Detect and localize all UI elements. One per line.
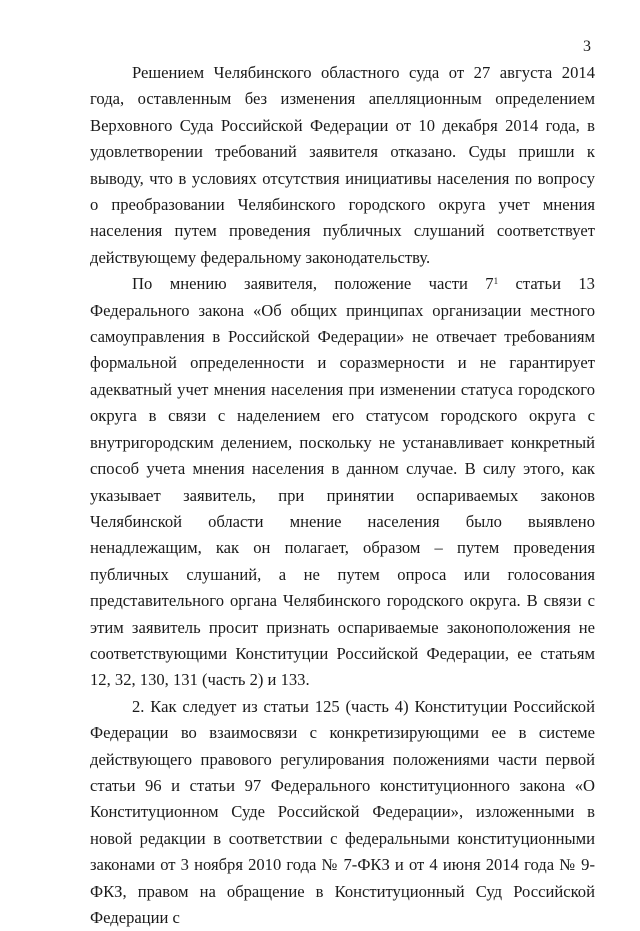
document-body bbox=[90, 60, 595, 931]
paragraph-applicant-opinion bbox=[90, 271, 595, 694]
paragraph-court-decision: Решением Челябинского областного суда от 27 августа 2014 года, оставленным без изменения апелляционным определением Верховного Суда Российской Федерации от 10 декабря 2014 года, в удовлетворении требований заявителя отказано. Суды пришли к выводу, что в условиях отсутствия инициативы населения по вопросу о преобразовании Челябинского городского округа учет мнения населения путем проведения публичных слушаний соответствует действующему федеральному законодательству. bbox=[90, 63, 595, 267]
page-number: 3 bbox=[583, 38, 591, 55]
paragraph-applicant-opinion-rest: статьи 13 Федерального закона «Об общих принципах организации местного самоуправления в Российской Федерации» не отвечает требованиям формальной определенности и соразмерности и не гарантирует адекватный учет мнения населения при изменении статуса городского округа в связи с наделением его статусом городского округа с внутригородским делением, поскольку не устанавливает конкретный способ учета мнения населения в данном случае. В силу этого, как указывает заявитель, при принятии оспариваемых законов Челябинской области мнение населения было выявлено ненадлежащим, как он полагает, образом – путем проведения публичных слушаний, а не путем опроса или голосования представительного органа Челябинского городского округа. В связи с этим заявитель просит признать оспариваемые законоположения не соответствующими Конституции Российской Федерации, ее статьям 12, 32, 130, 131 (часть 2) и 133. bbox=[90, 274, 595, 690]
paragraph-constitution-article: 2. Как следует из статьи 125 (часть 4) Конституции Российской Федерации во взаимосвязи с конкретизирующими ее в системе действующего правового регулирования положениями части первой статьи 96 и статьи 97 Федерального конституционного закона «О Конституционном Суде Российской Федерации», изложенными в новой редакции в соответствии с федеральными конституционными законами от 3 ноября 2010 года № 7-ФКЗ и от 4 июня 2014 года № 9-ФКЗ, правом на обращение в Конституционный Суд Российской Федерации с bbox=[90, 696, 595, 927]
paragraph-applicant-opinion-start: По мнению заявителя, положение части 7 bbox=[132, 274, 494, 294]
superscript-part-number: 1 bbox=[493, 276, 499, 287]
